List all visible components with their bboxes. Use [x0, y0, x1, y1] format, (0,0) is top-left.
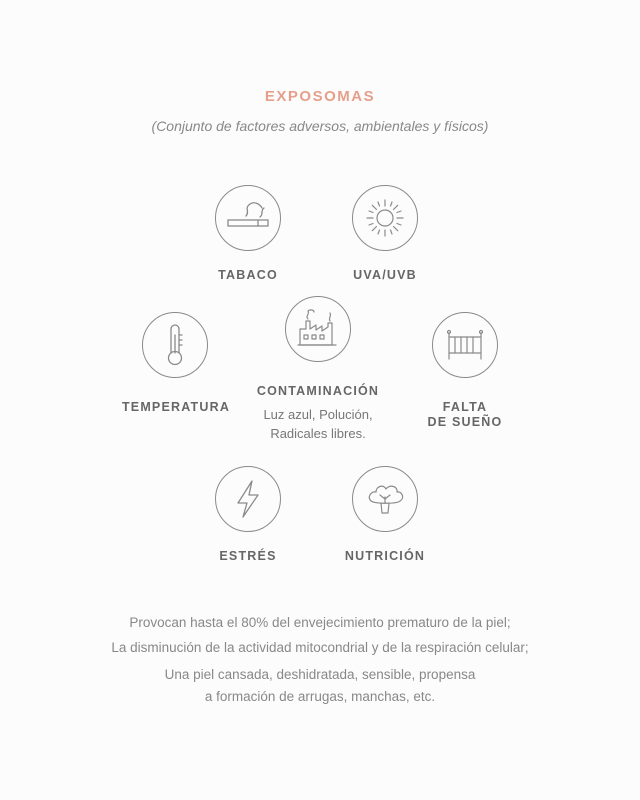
footer-line-3: Una piel cansada, deshidratada, sensible, propensa — [164, 667, 476, 682]
contaminacion-detail-1: Luz azul, Polución, — [263, 407, 373, 422]
broccoli-icon — [353, 467, 417, 531]
page-title: EXPOSOMAS — [264, 88, 376, 105]
temperatura-label: TEMPERATURA — [121, 400, 231, 414]
uva-circle — [352, 185, 418, 251]
estres-label: ESTRÉS — [219, 549, 277, 563]
tabaco-circle — [215, 185, 281, 251]
contaminacion-detail-2: Radicales libres. — [270, 426, 366, 441]
factory-icon — [286, 297, 350, 361]
falta-sueno-label-1: FALTA — [442, 400, 488, 414]
nutricion-circle — [352, 466, 418, 532]
footer-line-4: a formación de arrugas, manchas, etc. — [204, 689, 436, 704]
uva-label: UVA/UVB — [353, 268, 417, 282]
crib-icon — [433, 313, 497, 377]
thermometer-icon — [143, 313, 207, 377]
temperatura-circle — [142, 312, 208, 378]
contaminacion-label: CONTAMINACIÓN — [256, 384, 380, 398]
falta-sueno-circle — [432, 312, 498, 378]
tabaco-label: TABACO — [218, 268, 278, 282]
estres-circle — [215, 466, 281, 532]
footer-line-1: Provocan hasta el 80% del envejecimiento prematuro de la piel; — [129, 615, 511, 630]
footer-line-2: La disminución de la actividad mitocondrial y de la respiración celular; — [111, 640, 529, 655]
sun-icon — [353, 186, 417, 250]
lightning-icon — [216, 467, 280, 531]
page-subtitle: (Conjunto de factores adversos, ambientales y físicos) — [151, 118, 489, 134]
falta-sueno-label-2: DE SUEÑO — [427, 415, 503, 429]
contaminacion-circle — [285, 296, 351, 362]
nutricion-label: NUTRICIÓN — [344, 549, 426, 563]
cigarette-icon — [216, 186, 280, 250]
